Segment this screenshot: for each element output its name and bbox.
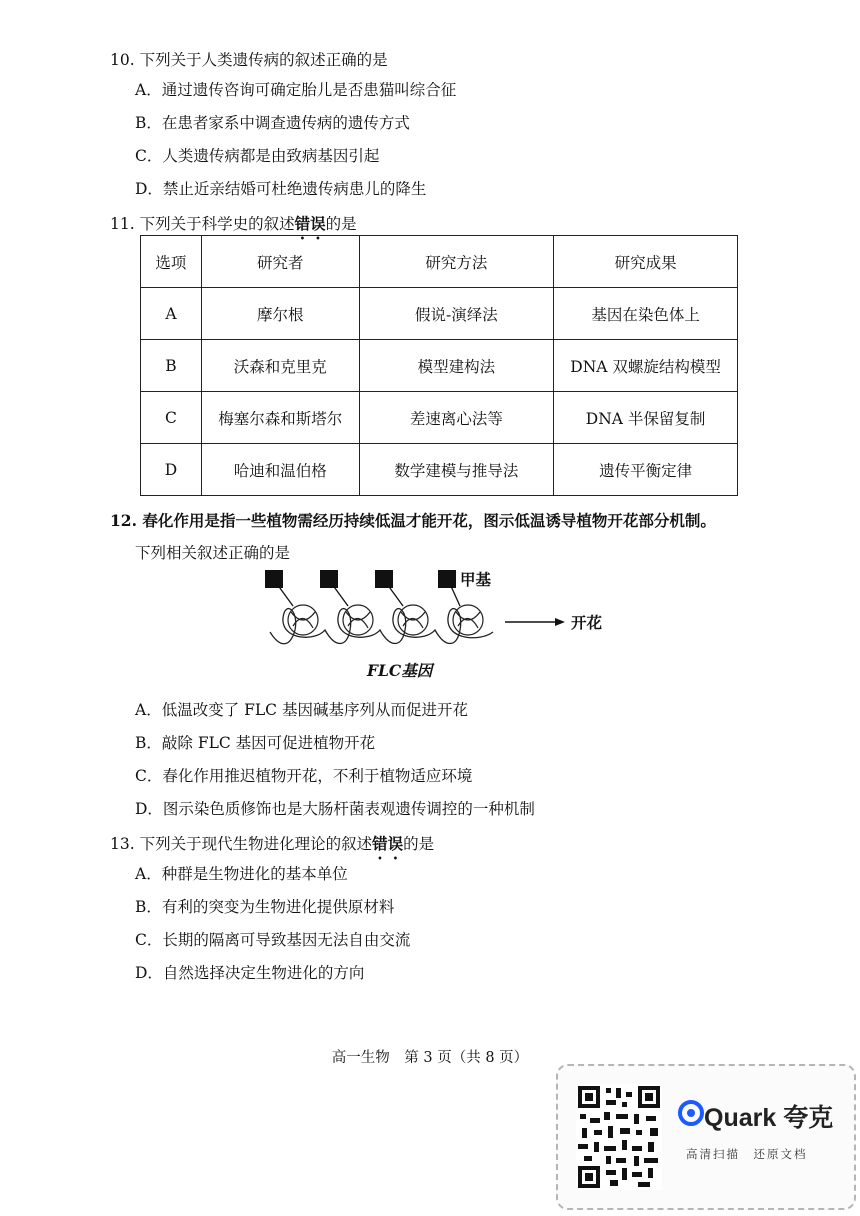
- q12-option-b: B．敲除 FLC 基因可促进植物开花: [135, 734, 376, 752]
- table-cell: DNA 半保留复制: [554, 392, 738, 444]
- methyl-group: [320, 570, 338, 588]
- table-header: 选项: [141, 236, 202, 288]
- page-footer: 高一生物 第 3 页（共 8 页）: [331, 1050, 529, 1066]
- q12-stem-line1: 12. 春化作用是指一些植物需经历持续低温才能开花，图示低温诱导植物开花部分机制。: [110, 511, 716, 530]
- table-cell: 模型建构法: [359, 340, 554, 392]
- flc-gene-figure: [255, 560, 635, 685]
- table-cell: DNA 双螺旋结构模型: [554, 340, 738, 392]
- quark-brand: Quark 夸克: [704, 1104, 834, 1132]
- q12-option-c: C．春化作用推迟植物开花，不利于植物适应环境: [135, 767, 473, 785]
- table-cell: C: [141, 392, 202, 444]
- quark-tagline: 高清扫描 还原文档: [686, 1147, 808, 1161]
- gene-label: FLC基因: [367, 661, 433, 680]
- q11-stem-pre: 11. 下列关于科学史的叙述: [110, 215, 295, 233]
- table-cell: 假说-演绎法: [359, 288, 554, 340]
- table-header-row: [141, 236, 738, 288]
- table-cell: D: [141, 444, 202, 496]
- methyl-label: 甲基: [460, 570, 492, 589]
- table-header: 研究成果: [554, 236, 738, 288]
- table-cell: 数学建模与推导法: [359, 444, 554, 496]
- q13-option-c: C．长期的隔离可导致基因无法自由交流: [135, 931, 411, 949]
- arrow-head-icon: [555, 618, 565, 626]
- quark-logo-icon: [678, 1100, 704, 1126]
- q13-option-b: B．有利的突变为生物进化提供原材料: [135, 898, 395, 916]
- q10-stem: 10. 下列关于人类遗传病的叙述正确的是: [110, 51, 388, 69]
- q13-option-a: A．种群是生物进化的基本单位: [135, 865, 348, 883]
- q10-option-b: B．在患者家系中调查遗传病的遗传方式: [135, 114, 410, 132]
- q10-option-a: A．通过遗传咨询可确定胎儿是否患猫叫综合征: [135, 81, 457, 99]
- table-cell: 摩尔根: [201, 288, 359, 340]
- chromatin-diagram: [255, 560, 635, 655]
- q13-stem-emphasis: 错误: [372, 834, 404, 853]
- methyl-group: [438, 570, 456, 588]
- methyl-group: [265, 570, 283, 588]
- table-cell: B: [141, 340, 202, 392]
- table-row: [141, 288, 738, 340]
- q12-option-d: D．图示染色质修饰也是大肠杆菌表观遗传调控的一种机制: [135, 800, 535, 818]
- q13-stem-post: 的是: [403, 835, 435, 853]
- table-cell: 沃森和克里克: [201, 340, 359, 392]
- table-cell: A: [141, 288, 202, 340]
- table-cell: 基因在染色体上: [554, 288, 738, 340]
- q13-option-d: D．自然选择决定生物进化的方向: [135, 964, 365, 982]
- q11-stem-post: 的是: [325, 215, 357, 233]
- q10-option-c: C．人类遗传病都是由致病基因引起: [135, 147, 380, 165]
- methyl-group: [375, 570, 393, 588]
- table-row: [141, 340, 738, 392]
- table-cell: 差速离心法等: [359, 392, 554, 444]
- qr-code-icon[interactable]: [576, 1084, 662, 1190]
- quark-watermark[interactable]: [556, 1064, 856, 1210]
- table-row: [141, 392, 738, 444]
- science-history-table: [140, 235, 738, 496]
- flower-label: 开花: [571, 613, 603, 632]
- table-header: 研究方法: [359, 236, 554, 288]
- q12-stem-line2: 下列相关叙述正确的是: [135, 544, 291, 562]
- q12-option-a: A．低温改变了 FLC 基因碱基序列从而促进开花: [135, 701, 468, 719]
- q13-stem: [110, 832, 434, 863]
- table-row: [141, 444, 738, 496]
- q13-stem-pre: 13. 下列关于现代生物进化理论的叙述: [110, 835, 373, 853]
- table-cell: 遗传平衡定律: [554, 444, 738, 496]
- table-header: 研究者: [201, 236, 359, 288]
- table-cell: 梅塞尔森和斯塔尔: [201, 392, 359, 444]
- q10-option-d: D．禁止近亲结婚可杜绝遗传病患儿的降生: [135, 180, 427, 198]
- table-cell: 哈迪和温伯格: [201, 444, 359, 496]
- q11-stem-emphasis: 错误: [294, 214, 326, 233]
